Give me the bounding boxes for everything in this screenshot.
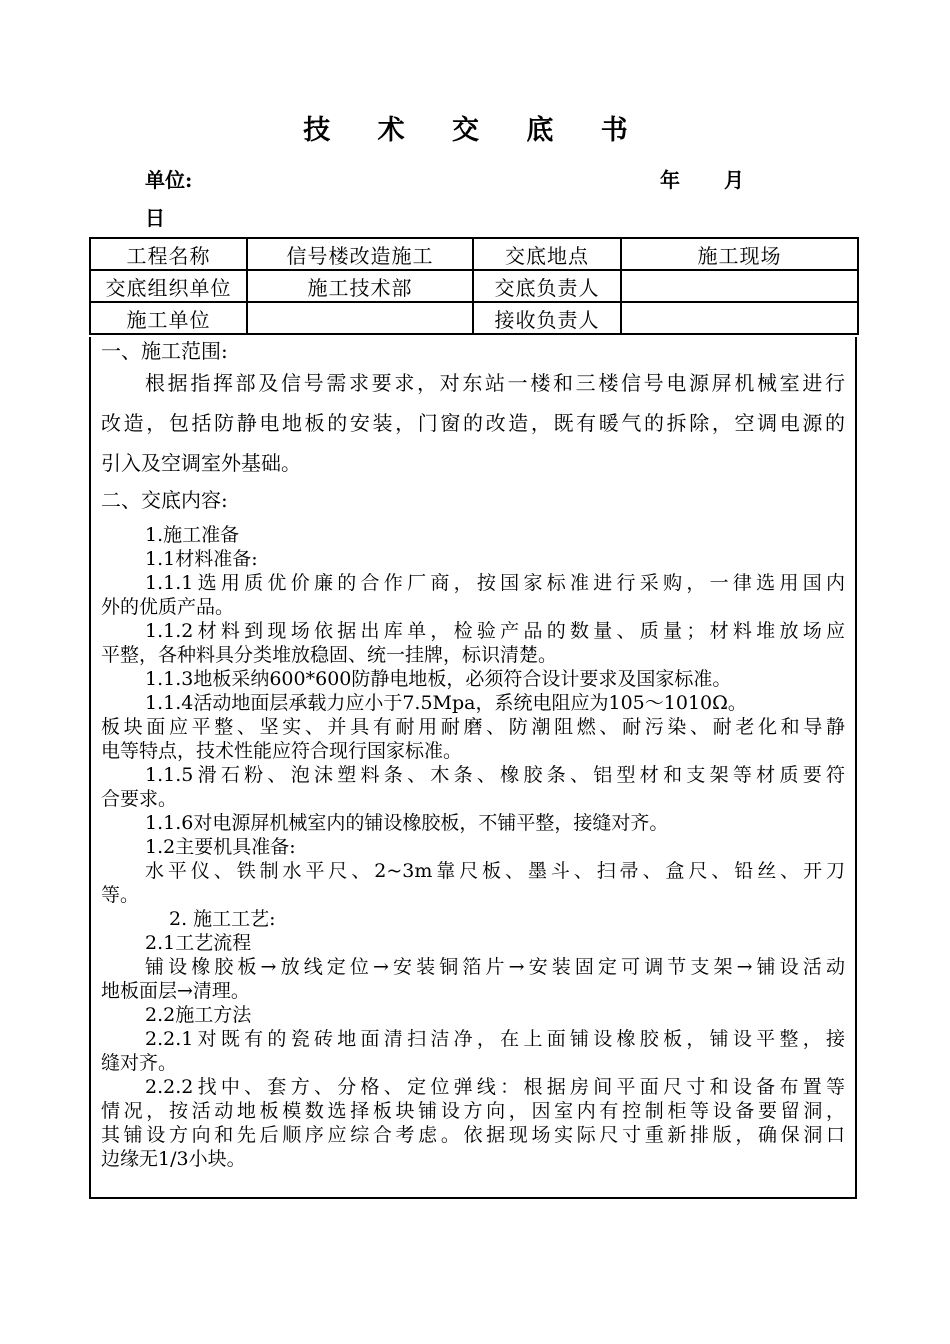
content-heading: 二、交底内容:	[101, 488, 228, 512]
content-line: 1.1材料准备:	[145, 548, 258, 570]
content-line: 边缘无1/3小块。	[101, 1148, 246, 1170]
content-line: 2.1工艺流程	[145, 932, 252, 954]
scope-line: 引入及空调室外基础。	[101, 451, 301, 475]
content-line: 1.1.3地板采纳600*600防静电地板，必须符合设计要求及国家标准。	[145, 668, 732, 690]
content-line: 合要求。	[101, 788, 178, 810]
table-row	[90, 270, 858, 302]
content-line: 1.1.4活动地面层承载力应小于7.5Mpa，系统电阻应为105～1010Ω。	[145, 692, 747, 714]
content-line: 2.2施工方法	[145, 1004, 252, 1026]
document-title: 技 术 交 底 书	[303, 115, 647, 146]
scope-heading: 一、施工范围:	[101, 339, 228, 363]
scope-line: 改造，包括防静电地板的安装，门窗的改造，既有暖气的拆除，空调电源的	[101, 411, 845, 435]
unit-label: 单位:	[145, 168, 193, 192]
content-line: 1.1.1选用质优价廉的合作厂商，按国家标准进行采购，一律选用国内	[145, 572, 845, 594]
receiver-label: 接收负责人	[473, 302, 621, 334]
year-label: 年	[660, 168, 680, 192]
construction-unit-label: 施工单位	[90, 302, 247, 334]
responsible-label: 交底负责人	[473, 270, 621, 302]
content-line: 电等特点，技术性能应符合现行国家标准。	[101, 740, 463, 762]
project-name-value: 信号楼改造施工	[247, 238, 473, 270]
content-line: 1.2主要机具准备:	[145, 836, 296, 858]
content-line: 1.施工准备	[145, 524, 240, 546]
content-line: 板块面应平整、坚实、并具有耐用耐磨、防潮阻燃、耐污染、耐老化和导静	[101, 716, 845, 738]
content-line: 2.2.1对既有的瓷砖地面清扫洁净，在上面铺设橡胶板，铺设平整，接	[145, 1028, 845, 1050]
content-line: 其铺设方向和先后顺序应综合考虑。依据现场实际尺寸重新排版，确保洞口	[101, 1124, 845, 1146]
table-row	[90, 238, 858, 270]
content-line: 1.1.2材料到现场依据出库单，检验产品的数量、质量；材料堆放场应	[145, 620, 845, 642]
content-line: 平整，各种料具分类堆放稳固、统一挂牌，标识清楚。	[101, 644, 558, 666]
responsible-value	[621, 270, 858, 302]
content-line: 铺设橡胶板→放线定位→安装铜箔片→安装固定可调节支架→铺设活动	[145, 956, 845, 978]
content-line: 等。	[101, 884, 140, 906]
project-name-label: 工程名称	[90, 238, 247, 270]
org-value: 施工技术部	[247, 270, 473, 302]
content-body	[89, 337, 857, 1199]
content-line: 2.2.2找中、套方、分格、定位弹线：根据房间平面尺寸和设备布置等	[145, 1076, 845, 1098]
location-label: 交底地点	[473, 238, 621, 270]
content-line: 情况，按活动地板模数选择板块铺设方向，因室内有控制柜等设备要留洞，	[101, 1100, 845, 1122]
day-label: 日	[145, 206, 165, 230]
receiver-value	[621, 302, 858, 334]
info-table	[89, 237, 859, 335]
content-line: 1.1.6对电源屏机械室内的铺设橡胶板，不铺平整，接缝对齐。	[145, 812, 669, 834]
content-line: 水平仪、铁制水平尺、2~3m靠尺板、墨斗、扫帚、盒尺、铅丝、开刀	[145, 860, 845, 882]
construction-unit-value	[247, 302, 473, 334]
content-line: 1.1.5滑石粉、泡沫塑料条、木条、橡胶条、铝型材和支架等材质要符	[145, 764, 845, 786]
org-label: 交底组织单位	[90, 270, 247, 302]
table-row	[90, 302, 858, 334]
location-value: 施工现场	[621, 238, 858, 270]
month-label: 月	[724, 168, 744, 192]
scope-line: 根据指挥部及信号需求要求，对东站一楼和三楼信号电源屏机械室进行	[145, 371, 845, 395]
content-line: 缝对齐。	[101, 1052, 178, 1074]
content-line: 地板面层→清理。	[101, 980, 250, 1002]
content-line: 外的优质产品。	[101, 596, 235, 618]
content-line: 2. 施工工艺:	[169, 908, 276, 930]
